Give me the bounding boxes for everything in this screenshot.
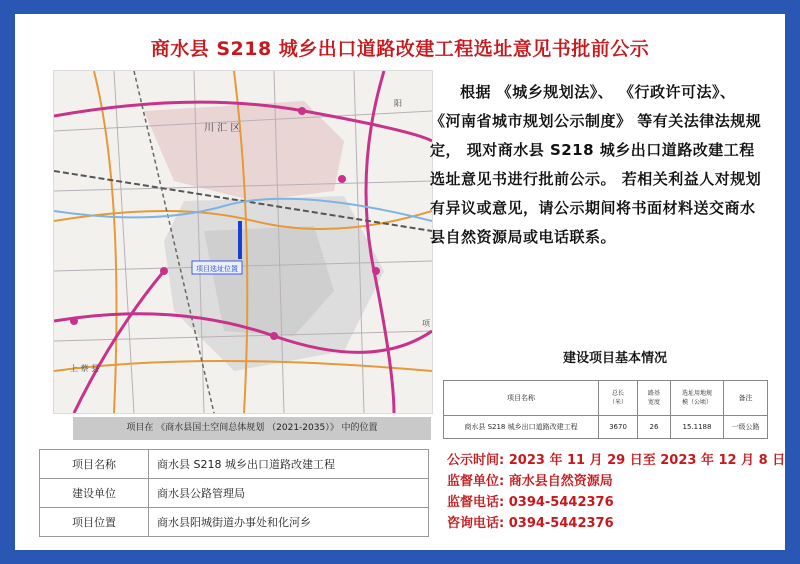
notice-body-text: 根据 《城乡规划法》、 《行政许可法》、 《河南省城市规划公示制度》 等有关法律法规规定， 现对商水县 S218 城乡出口道路改建工程选址意见书进行批前公示。 若相关利益人对规划有异议或意见，请公示期间将书面材料送交商水县自然资源局或电话联系。 (430, 83, 762, 246)
location-map (53, 70, 433, 414)
publicity-period: 公示时间: 2023 年 11 月 29 日至 2023 年 12 月 8 日 (447, 453, 786, 468)
notice-board (15, 14, 785, 550)
header-note: 备注 (724, 381, 768, 416)
cell-name: 商水县 S218 城乡出口道路改建工程 (444, 416, 599, 439)
inquiry-phone: 咨询电话: 0394-5442376 (447, 516, 614, 531)
map-label-location: 项目选址位置 (196, 265, 238, 273)
basic-table-title: 建设项目基本情况 (562, 351, 667, 366)
info-key: 建设单位 (40, 479, 149, 508)
map-label-east-top: 阳 (394, 99, 402, 108)
map-caption: 项目在 《商水县国土空间总体规划 （2021-2035）》 中的位置 (73, 417, 431, 440)
cell-length: 3670 (599, 416, 638, 439)
cell-area: 15.1188 (671, 416, 724, 439)
info-value: 商水县 S218 城乡出口道路改建工程 (149, 450, 429, 479)
cell-note: 一级公路 (724, 416, 768, 439)
map-label-southwest: 上 蔡 县 (70, 364, 100, 373)
basic-info-table (443, 380, 768, 439)
table-row (40, 479, 429, 508)
info-key: 项目名称 (40, 450, 149, 479)
info-key: 项目位置 (40, 508, 149, 537)
info-value: 商水县公路管理局 (149, 479, 429, 508)
header-name: 项目名称 (444, 381, 599, 416)
header-area: 选址用地规 模（公顷） (671, 381, 724, 416)
header-length: 总长 （米） (599, 381, 638, 416)
table-row (40, 508, 429, 537)
map-label-north-area: 川 汇 区 (204, 123, 241, 134)
table-row (444, 416, 768, 439)
table-header-row (444, 381, 768, 416)
project-info-table (39, 449, 429, 537)
info-value: 商水县阳城街道办事处和化河乡 (149, 508, 429, 537)
supervisor-unit: 监督单位: 商水县自然资源局 (447, 474, 613, 489)
table-row (40, 450, 429, 479)
page-title: 商水县 S218 城乡出口道路改建工程选址意见书批前公示 (150, 38, 650, 60)
map-label-east-mid: 项 (422, 319, 430, 328)
supervisor-phone: 监督电话: 0394-5442376 (447, 495, 614, 510)
cell-width: 26 (638, 416, 671, 439)
contact-block (447, 450, 786, 534)
map-graphic (54, 71, 432, 413)
header-width: 路基 宽度 (638, 381, 671, 416)
